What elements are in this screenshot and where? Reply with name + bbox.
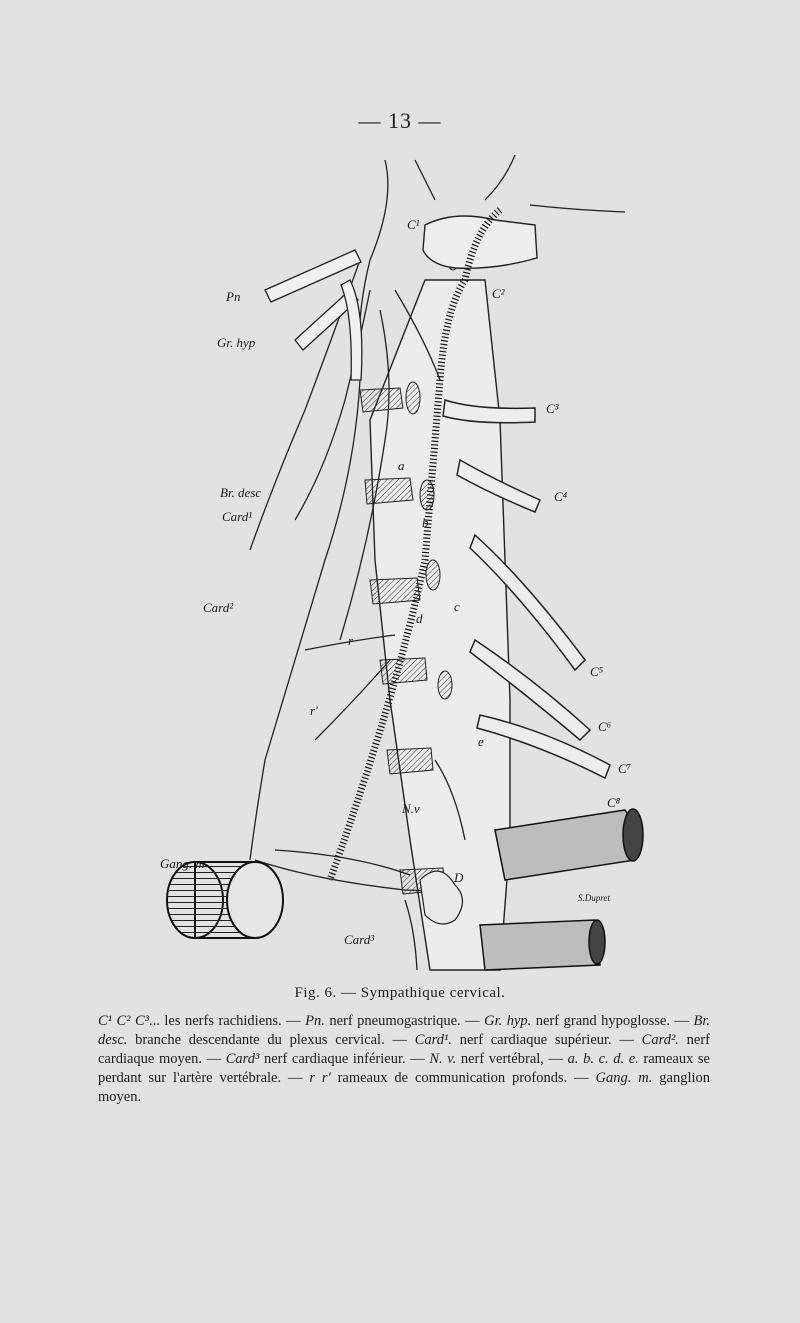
caption-text-segment: ganglion moyen. (98, 1070, 710, 1105)
label-c2: C² (492, 286, 505, 301)
subclavian-coil (167, 862, 283, 938)
label-c6: C⁶ (598, 719, 612, 734)
caption-text-segment: rameaux se perdant sur l'artère vertébrale. — (98, 1051, 710, 1086)
engraver-signature: S.Dupret (578, 893, 610, 903)
label-d-ganglion: D (454, 870, 464, 885)
caption-text-segment: branche descendante du plexus cervical. — (127, 1032, 415, 1048)
label-c8: C⁸ (607, 795, 621, 810)
caption-term: Card³ (225, 1051, 260, 1067)
caption-text-segment: ... les nerfs rachidiens. — (149, 1013, 306, 1029)
label-r-prime: r' (310, 703, 318, 718)
caption-term: C¹ C² C³ (98, 1013, 150, 1029)
label-gr-hyp: Gr. hyp (217, 335, 256, 350)
caption-term: Pn. (305, 1013, 325, 1029)
label-card2: Card² (203, 600, 234, 615)
label-br-desc: Br. desc (220, 485, 262, 500)
caption-text-segment: nerf vertébral, — (456, 1051, 568, 1067)
sympathetic-nerve-illustration (155, 140, 655, 980)
label-c1: C¹ (407, 217, 420, 232)
caption-term: a. b. c. d. e. (567, 1051, 639, 1067)
caption-term: Gang. m. (595, 1070, 653, 1086)
label-c: c (454, 599, 460, 614)
caption-term: r r' (309, 1070, 331, 1086)
label-r: r (348, 633, 354, 648)
skull-base (423, 216, 537, 268)
caption-term: Br. desc. (98, 1013, 710, 1048)
figure-caption-title: Fig. 6. — Sympathique cervical. (294, 985, 506, 1001)
label-c3: C³ (546, 401, 559, 416)
caption-text-segment: rameaux de communication profonds. — (330, 1070, 596, 1086)
label-card1: Card¹ (222, 509, 253, 524)
caption-term: Gr. hyp. (484, 1013, 532, 1029)
caption-term: N. v. (429, 1051, 457, 1067)
page-number: — 13 — (358, 108, 442, 133)
label-nv: N.v (402, 801, 420, 816)
label-e: e (478, 734, 484, 749)
caption-text-segment: nerf pneumogastrique. — (324, 1013, 485, 1029)
caption-text-segment: nerf cardiaque inférieur. — (259, 1051, 430, 1067)
label-gang-m: Gang. m (160, 856, 205, 871)
label-c5: C⁵ (590, 664, 604, 679)
caption-text-segment: nerf grand hypoglosse. — (531, 1013, 694, 1029)
label-c7: C⁷ (618, 761, 632, 776)
label-d: d (416, 611, 423, 626)
label-a: a (398, 458, 405, 473)
figure-caption-text (98, 1012, 710, 1107)
label-c4: C⁴ (554, 489, 568, 504)
caption-term: Card¹. (414, 1032, 452, 1048)
caption-text-segment: nerf cardiaque supérieur. — (451, 1032, 642, 1048)
label-pn: Pn (226, 289, 241, 304)
label-b: b (422, 515, 429, 530)
label-card3: Card³ (344, 932, 375, 947)
caption-term: Card². (641, 1032, 679, 1048)
caption-text-segment: nerf cardiaque moyen. — (98, 1032, 711, 1067)
pn-grhyp-nerves (265, 250, 362, 380)
